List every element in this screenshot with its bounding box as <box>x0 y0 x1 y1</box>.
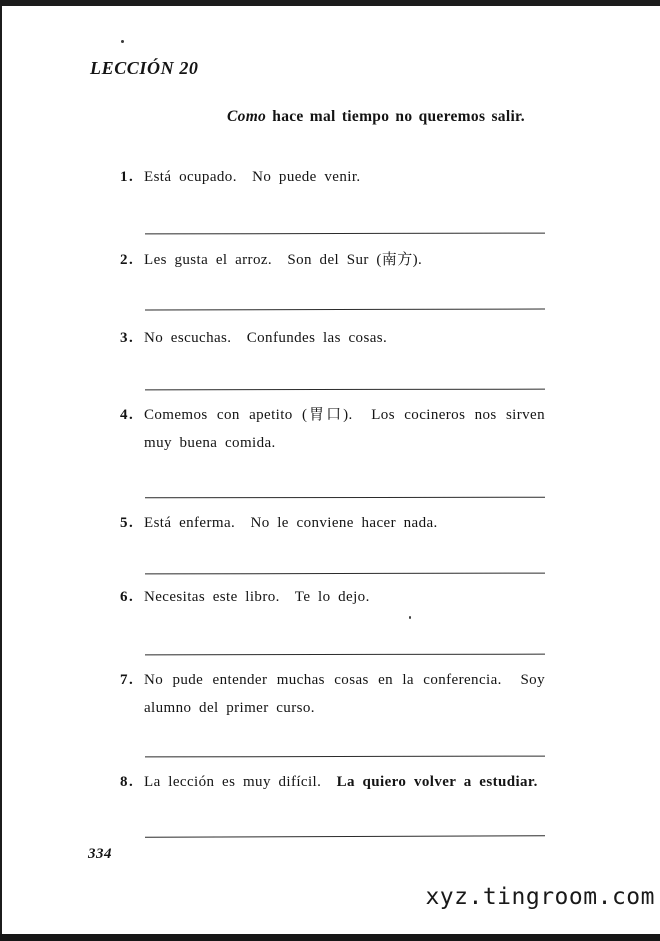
exercise-number: 8. <box>120 774 135 790</box>
scan-speck <box>409 616 411 619</box>
answer-line <box>145 389 545 391</box>
exercise-text: Necesitas este libro. Te lo dejo. <box>144 589 370 605</box>
exercise-number: 1. <box>120 169 135 185</box>
exercise-text: Les gusta el arroz. Son del Sur (南方). <box>144 252 423 268</box>
page-border-bottom <box>0 934 660 941</box>
page-border-left <box>0 0 2 941</box>
lesson-header: LECCIÓN 20 <box>90 58 199 78</box>
exercise-item-5 <box>120 509 550 537</box>
exercise-item-4 <box>120 401 553 457</box>
exercise-item-1 <box>120 163 550 191</box>
exercise-number: 5. <box>120 515 135 531</box>
exercise-number: 7. <box>120 672 135 688</box>
answer-line <box>145 308 545 310</box>
exercise-text: Está ocupado. No puede venir. <box>144 169 361 185</box>
watermark-text: xyz.tingroom.com <box>425 884 655 910</box>
exercise-text: Está enferma. No le conviene hacer nada. <box>144 515 438 531</box>
exercise-text: No escuchas. Confundes las cosas. <box>144 330 388 346</box>
answer-line <box>145 233 545 235</box>
answer-line <box>145 654 545 656</box>
exercise-item-8 <box>120 768 550 796</box>
answer-line <box>145 835 545 837</box>
exercise-item-2 <box>120 246 550 274</box>
lesson-title <box>227 108 525 126</box>
page-number: 334 <box>88 846 112 862</box>
exercise-text: No pude entender muchas cosas en la conferencia. Soy alumno del primer curso. <box>144 672 553 716</box>
lesson-title-rest: hace mal tiempo no queremos salir. <box>266 108 525 125</box>
answer-line <box>145 756 545 758</box>
answer-line <box>145 573 545 575</box>
exercise-text: La lección es muy difícil. La quiero volver a estudiar. <box>144 774 538 790</box>
answer-line <box>145 497 545 499</box>
exercise-text: Comemos con apetito (胃口). Los cocineros nos sirven muy buena comida. <box>144 407 553 451</box>
exercise-number: 2. <box>120 252 135 268</box>
lesson-title-keyword: Como <box>227 108 267 125</box>
exercise-item-3 <box>120 324 550 352</box>
exercise-item-7 <box>120 666 553 722</box>
exercise-number: 6. <box>120 589 135 605</box>
exercise-item-6 <box>120 583 550 611</box>
scan-speck <box>121 40 124 43</box>
exercise-number: 3. <box>120 330 135 346</box>
page-border-top <box>0 0 660 6</box>
exercise-number: 4. <box>120 407 135 423</box>
